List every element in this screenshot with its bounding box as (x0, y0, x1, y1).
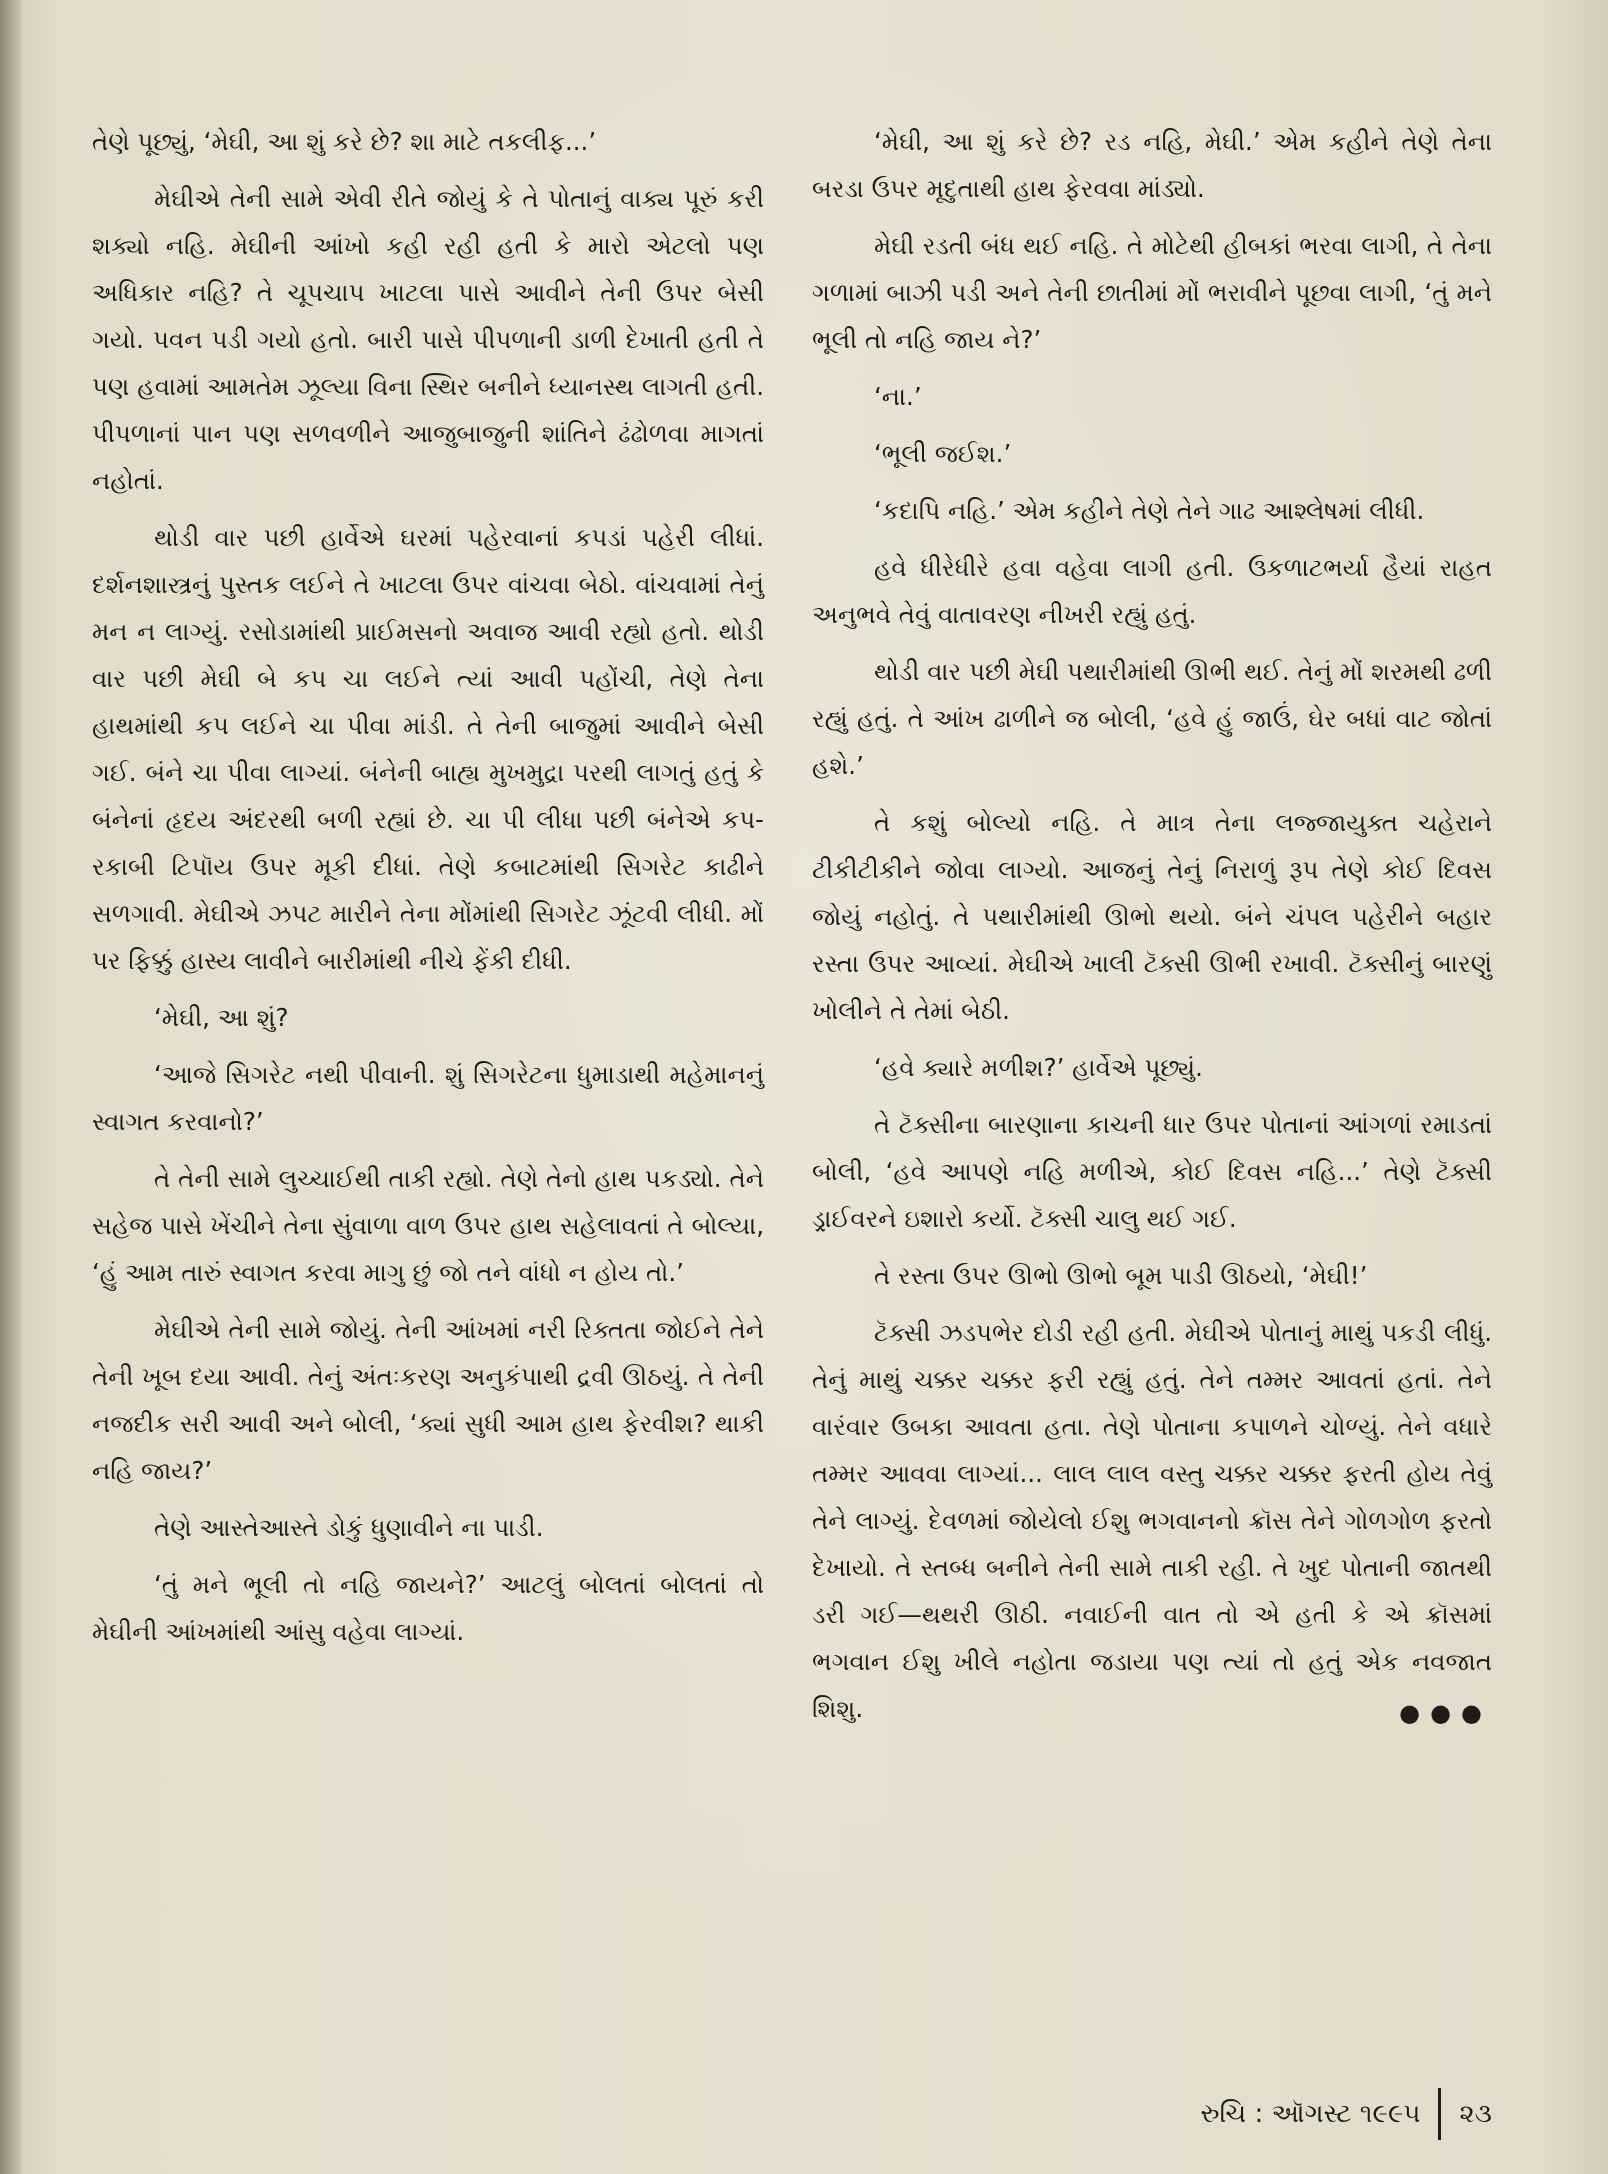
paragraph: તેણે પૂછ્યું, ‘મેઘી, આ શું કરે છે? શા માટે તકલીફ...’ (92, 127, 597, 156)
paragraph: ‘મેઘી, આ શું કરે છે? રડ નહિ, મેઘી.’ એમ કહીને તેણે તેના બરડા ઉપર મૃદુતાથી હાથ ફેરવવા માંડ્યો. (812, 127, 1492, 203)
paragraph: ‘મેઘી, આ શું? (154, 1003, 289, 1032)
paragraph: ટૅક્સી ઝડપભેર દોડી રહી હતી. મેઘીએ પોતાનું માથું પકડી લીધું. તેનું માથું ચક્કર ચક્કર ફરી રહ્યું હતું. તેને તમ્મર આવતાં હતાં. તેને વારંવાર ઉબકા આવતા હતા. તેણે પોતાના કપાળને ચોળ્યું. તેને વધારે તમ્મર આવવા લાગ્યાં... લાલ લાલ વસ્તુ ચક્કર ચક્કર ફરતી હોય તેવું તેને લાગ્યું. દેવળમાં જોયેલો ઈશુ ભગવાનનો ક્રૉસ તેને ગોળગોળ ફરતો દેખાયો. તે સ્તબ્ધ બનીને તેની સામે તાકી રહી. તે ખુદ પોતાની જાતથી ડરી ગઈ—થથરી ઊઠી. નવાઈની વાત તો એ હતી કે એ ક્રૉસમાં ભગવાન ઈશુ ખીલે નહોતા જડાયા પણ ત્યાં તો હતું એક નવજાત શિશુ. (812, 1318, 1492, 1723)
paragraph: થોડી વાર પછી હાર્વેએ ઘરમાં પહેરવાનાં કપડાં પહેરી લીધાં. દર્શનશાસ્ત્રનું પુસ્તક લઈને તે ખાટલા ઉપર વાંચવા બેઠો. વાંચવામાં તેનું મન ન લાગ્યું. રસોડામાંથી પ્રાઈમસનો અવાજ આવી રહ્યો હતો. થોડી વાર પછી મેઘી બે કપ ચા લઈને ત્યાં આવી પહોંચી, તેણે તેના હાથમાંથી કપ લઈને ચા પીવા માંડી. તે તેની બાજુમાં આવીને બેસી ગઈ. બંને ચા પીવા લાગ્યાં. બંનેની બાહ્ય મુખમુદ્રા પરથી લાગતું હતું કે બંનેનાં હૃદય અંદરથી બળી રહ્યાં છે. ચા પી લીધા પછી બંનેએ કપ-રકાબી ટિપૉય ઉપર મૂકી દીધાં. તેણે કબાટમાંથી સિગરેટ કાઢીને સળગાવી. મેઘીએ ઝપટ મારીને તેના મોંમાંથી સિગરેટ ઝૂંટવી લીધી. મોં પર ફિક્કું હાસ્ય લાવીને બારીમાંથી નીચે ફેંકી દીધી. (92, 523, 764, 975)
paragraph: હવે ધીરેધીરે હવા વહેવા લાગી હતી. ઉકળાટભર્યા હૈયાં રાહત અનુભવે તેવું વાતાવરણ નીખરી રહ્યું હતું. (812, 553, 1492, 629)
paragraph: ‘તું મને ભૂલી તો નહિ જાયને?’ આટલું બોલતાં બોલતાં તો મેઘીની આંખમાંથી આંસુ વહેવા લાગ્યાં. (92, 1570, 764, 1646)
paragraph: મેઘીએ તેની સામે એવી રીતે જોયું કે તે પોતાનું વાક્ય પૂરું કરી શક્યો નહિ. મેઘીની આંખો કહી રહી હતી કે મારો એટલો પણ અધિકાર નહિ? તે ચૂપચાપ ખાટલા પાસે આવીને તેની ઉપર બેસી ગયો. પવન પડી ગયો હતો. બારી પાસે પીપળાની ડાળી દેખાતી હતી તે પણ હવામાં આમતેમ ઝૂલ્યા વિના સ્થિર બનીને ધ્યાનસ્થ લાગતી હતી. પીપળાનાં પાન પણ સળવળીને આજુબાજુની શાંતિને ઢંઢોળવા માગતાં નહોતાં. (92, 184, 764, 495)
page-number: ૨૩ (1459, 2098, 1492, 2129)
paragraph: ‘આજે સિગરેટ નથી પીવાની. શું સિગરેટના ધુમાડાથી મહેમાનનું સ્વાગત કરવાનો?’ (92, 1060, 764, 1136)
footer-magazine-issue: રુચિ : ઑગસ્ટ ૧૯૯૫ (1200, 2098, 1421, 2129)
paragraph: ‘ના.’ (874, 382, 922, 411)
footer-separator (1438, 2088, 1441, 2140)
paragraph: ‘કદાપિ નહિ.’ એમ કહીને તેણે તેને ગાઢ આશ્લેષમાં લીધી. (874, 496, 1425, 525)
paragraph: મેઘીએ તેની સામે જોયું. તેની આંખમાં નરી રિક્તતા જોઈને તેને તેની ખૂબ દયા આવી. તેનું અંતઃકરણ અનુકંપાથી દ્રવી ઊઠયું. તે તેની નજદીક સરી આવી અને બોલી, ‘ક્યાં સુધી આમ હાથ ફેરવીશ? થાકી નહિ જાય?’ (92, 1315, 764, 1485)
paragraph: ‘ભૂલી જઈશ.’ (874, 439, 1012, 468)
paragraph: મેઘી રડતી બંધ થઈ નહિ. તે મોટેથી હીબકાં ભરવા લાગી, તે તેના ગળામાં બાઝી પડી અને તેની છાતીમાં મોં ભરાવીને પૂછવા લાગી, ‘તું મને ભૂલી તો નહિ જાય ને?’ (812, 231, 1492, 354)
page-footer (1200, 2088, 1492, 2140)
paragraph: તેણે આસ્તેઆસ્તે ડોકું ધુણાવીને ના પાડી. (154, 1513, 544, 1542)
paragraph: તે તેની સામે લુચ્ચાઈથી તાકી રહ્યો. તેણે તેનો હાથ પકડ્યો. તેને સહેજ પાસે ખેંચીને તેના સુંવાળા વાળ ઉપર હાથ સહેલાવતાં તે બોલ્યા, ‘હું આમ તારું સ્વાગત કરવા માગુ છું જો તને વાંધો ન હોય તો.’ (92, 1164, 764, 1287)
paragraph: ‘હવે ક્યારે મળીશ?’ હાર્વેએ પૂછ્યું. (874, 1053, 1203, 1082)
paragraph: તે કશું બોલ્યો નહિ. તે માત્ર તેના લજ્જાયુક્ત ચહેરાને ટીકીટીકીને જોવા લાગ્યો. આજનું તેનું નિરાળું રૂપ તેણે કોઈ દિવસ જોયું નહોતું. તે પથારીમાંથી ઊભો થયો. બંને ચંપલ પહેરીને બહાર રસ્તા ઉપર આવ્યાં. મેઘીએ ખાલી ટૅક્સી ઊભી રખાવી. ટૅક્સીનું બારણું ખોલીને તે તેમાં બેઠી. (812, 808, 1492, 1025)
right-text-column (812, 118, 1492, 1737)
story-end-marks: ●●● (1399, 1699, 1492, 1727)
paragraph: તે રસ્તા ઉપર ઊભો ઊભો બૂમ પાડી ઊઠયો, ‘મેઘી!’ (874, 1261, 1368, 1290)
page-binding-edge (0, 0, 22, 2174)
paragraph: તે ટૅક્સીના બારણાના કાચની ધાર ઉપર પોતાનાં આંગળાં રમાડતાં બોલી, ‘હવે આપણે નહિ મળીએ, કોઈ દિવસ નહિ...’ તેણે ટૅક્સી ડ્રાઈવરને ઇશારો કર્યો. ટૅક્સી ચાલુ થઈ ગઈ. (812, 1110, 1492, 1233)
left-text-column (92, 118, 764, 1665)
paragraph: થોડી વાર પછી મેઘી પથારીમાંથી ઊભી થઈ. તેનું મોં શરમથી ઢળી રહ્યું હતું. તે આંખ ઢાળીને જ બોલી, ‘હવે હું જાઉં, ઘેર બધાં વાટ જોતાં હશે.’ (812, 657, 1492, 780)
